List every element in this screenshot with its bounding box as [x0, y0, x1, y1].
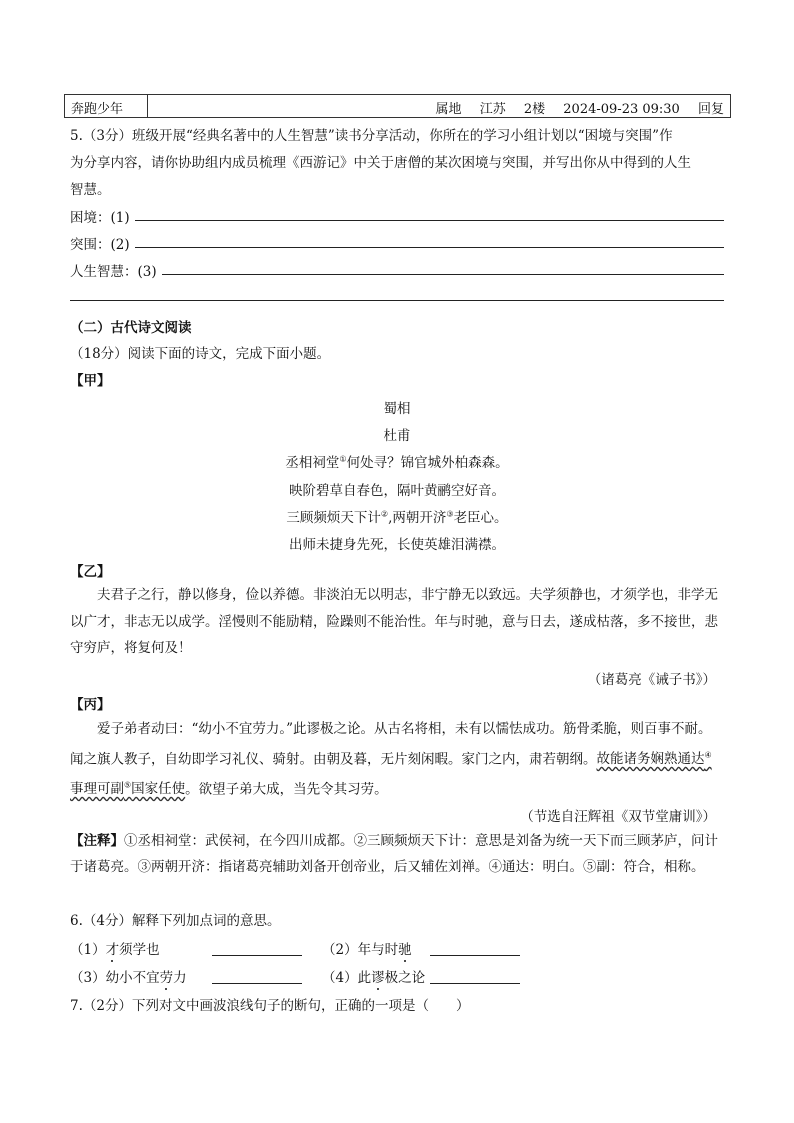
- q6-item-3-dotted: 劳: [159, 970, 174, 986]
- label-bing: 【丙】: [70, 697, 111, 713]
- poem-line-4: 出师未捷身先死，长使英雄泪满襟。: [289, 537, 505, 553]
- q7-stem: 7.（2分）下列对文中画波浪线句子的断句，正确的一项是（ ）: [70, 998, 470, 1014]
- post-header: [64, 94, 731, 118]
- section-intro: （18分）阅读下面的诗文，完成下面小题。: [70, 346, 331, 362]
- label-jia: 【甲】: [70, 373, 111, 389]
- poem-title: 蜀相: [383, 401, 411, 417]
- bing-source: （节选自汪辉祖《双节堂庸训》）: [520, 809, 716, 825]
- post-datetime: 2024-09-23 09:30: [563, 102, 680, 117]
- location-label: 属地: [435, 102, 462, 117]
- q5-field-3-label: 人生智慧：(3): [70, 264, 157, 280]
- q6-blank-4[interactable]: [430, 983, 520, 984]
- wavy-part-b: 事理可副: [70, 781, 124, 797]
- header-divider: [147, 95, 148, 117]
- q5-line-3: 智慧。: [70, 182, 111, 198]
- q6-item-1-num: （1）: [70, 942, 106, 958]
- floor-number: 2楼: [523, 102, 546, 117]
- q6-item-3: [70, 966, 187, 986]
- q6-item-4-dotted: 谬: [371, 970, 385, 986]
- bing-text-b: 。欲望子弟大成，当先令其习劳。: [185, 781, 388, 797]
- bing-text-a: 爱子弟者动曰：“幼小不宜劳力。”此谬极之论。从古名将相，未有以懦怯成功。筋骨柔脆，则百事不耐。闻之旗人教子，自幼即学习礼仪、骑射。由朝及暮，无片刻闲暇。家门之内，肃若朝纲。: [70, 721, 712, 767]
- poem-author: 杜甫: [383, 428, 411, 444]
- q6-blank-3[interactable]: [212, 983, 302, 984]
- q6-item-2-text: （2）年与时: [322, 942, 399, 958]
- poem-line-2: 映阶碧草自春色，隔叶黄鹂空好音。: [289, 483, 505, 499]
- q6-stem: 6.（4分）解释下列加点词的意思。: [70, 913, 281, 929]
- q5-line-1: 5.（3分）班级开展“经典名著中的人生智慧”读书分享活动，你所在的学习小组计划以“困境与突围”作: [70, 128, 673, 144]
- poem-line-1-a: 丞相祠堂: [285, 455, 340, 471]
- q6-item-1-dotted: 才: [105, 942, 120, 958]
- q6-item-4: [322, 966, 425, 986]
- q5-answer-line-3[interactable]: [162, 274, 724, 275]
- q5-answer-line-2[interactable]: [135, 247, 724, 248]
- q5-answer-line-1[interactable]: [135, 220, 724, 221]
- poem-line-3-b: ,两朝开济: [388, 510, 447, 526]
- q6-item-1: [70, 938, 160, 958]
- note-ref-4: ④: [704, 750, 712, 760]
- yi-source: （诸葛亮《诫子书》）: [587, 672, 716, 688]
- q5-field-2-label: 突围：(2): [70, 237, 130, 253]
- q6-item-4-text: （4）此: [322, 970, 372, 986]
- note-ref-5: ⑤: [124, 780, 132, 790]
- notes-label: 【注释】: [70, 833, 124, 849]
- q6-item-4-rest: 极之论: [384, 970, 426, 986]
- username[interactable]: 奔跑少年: [71, 102, 124, 117]
- q6-item-3-text: （3）幼小不宜: [70, 970, 160, 986]
- reply-link[interactable]: 回复: [697, 102, 724, 117]
- q6-item-2-dotted: 驰: [398, 942, 412, 958]
- label-yi: 【乙】: [70, 564, 111, 580]
- notes-block: [70, 828, 724, 880]
- note-ref-2: ②: [380, 509, 389, 519]
- poem-line-3-c: 老臣心。: [453, 510, 508, 526]
- q6-item-3-rest: 力: [173, 970, 187, 986]
- poem-line-3: [0, 506, 794, 526]
- q6-blank-1[interactable]: [212, 955, 302, 956]
- q6-item-2: [322, 938, 412, 958]
- yi-passage: 夫君子之行，静以修身，俭以养德。非淡泊无以明志，非宁静无以致远。夫学须静也，才须学也，非学无以广才，非志无以成学。淫慢则不能励精，险躁则不能治性。年与时驰，意与日去，遂成枯落，多不接世，悲守穷庐，将复何及！: [70, 587, 718, 656]
- poem-line-3-a: 三顾频烦天下计: [286, 510, 381, 526]
- wavy-part-c: 国家任使: [131, 781, 186, 797]
- q5-field-1-label: 困境：(1): [70, 210, 130, 226]
- note-ref-1: ①: [339, 454, 347, 464]
- notes-text: ①丞相祠堂：武侯祠，在今四川成都。②三顾频烦天下计：意思是刘备为统一天下而三顾茅庐，问计于诸葛亮。③两朝开济：指诸葛亮辅助刘备开创帝业，后又辅佐刘禅。④通达：明白。⑤副：符合，相称。: [70, 833, 718, 875]
- section-title: （二）古代诗文阅读: [70, 320, 192, 336]
- q6-blank-2[interactable]: [430, 955, 520, 956]
- poem-line-1-b: 何处寻？锦官城外柏森森。: [346, 455, 509, 471]
- post-meta: [422, 98, 724, 117]
- poem-line-1: [0, 451, 794, 471]
- q5-line-2: 为分享内容，请你协助组内成员梳理《西游记》中关于唐僧的某次困境与突围，并写出你从中得到的人生: [70, 155, 691, 171]
- bing-passage: [70, 716, 724, 803]
- note-ref-3: ③: [446, 509, 454, 519]
- q6-item-1-rest: 须学也: [119, 942, 160, 958]
- location-value: 江苏: [479, 102, 506, 117]
- q5-answer-line-4[interactable]: [70, 300, 724, 301]
- wavy-part-a: 故能诸务娴熟通达: [596, 751, 705, 767]
